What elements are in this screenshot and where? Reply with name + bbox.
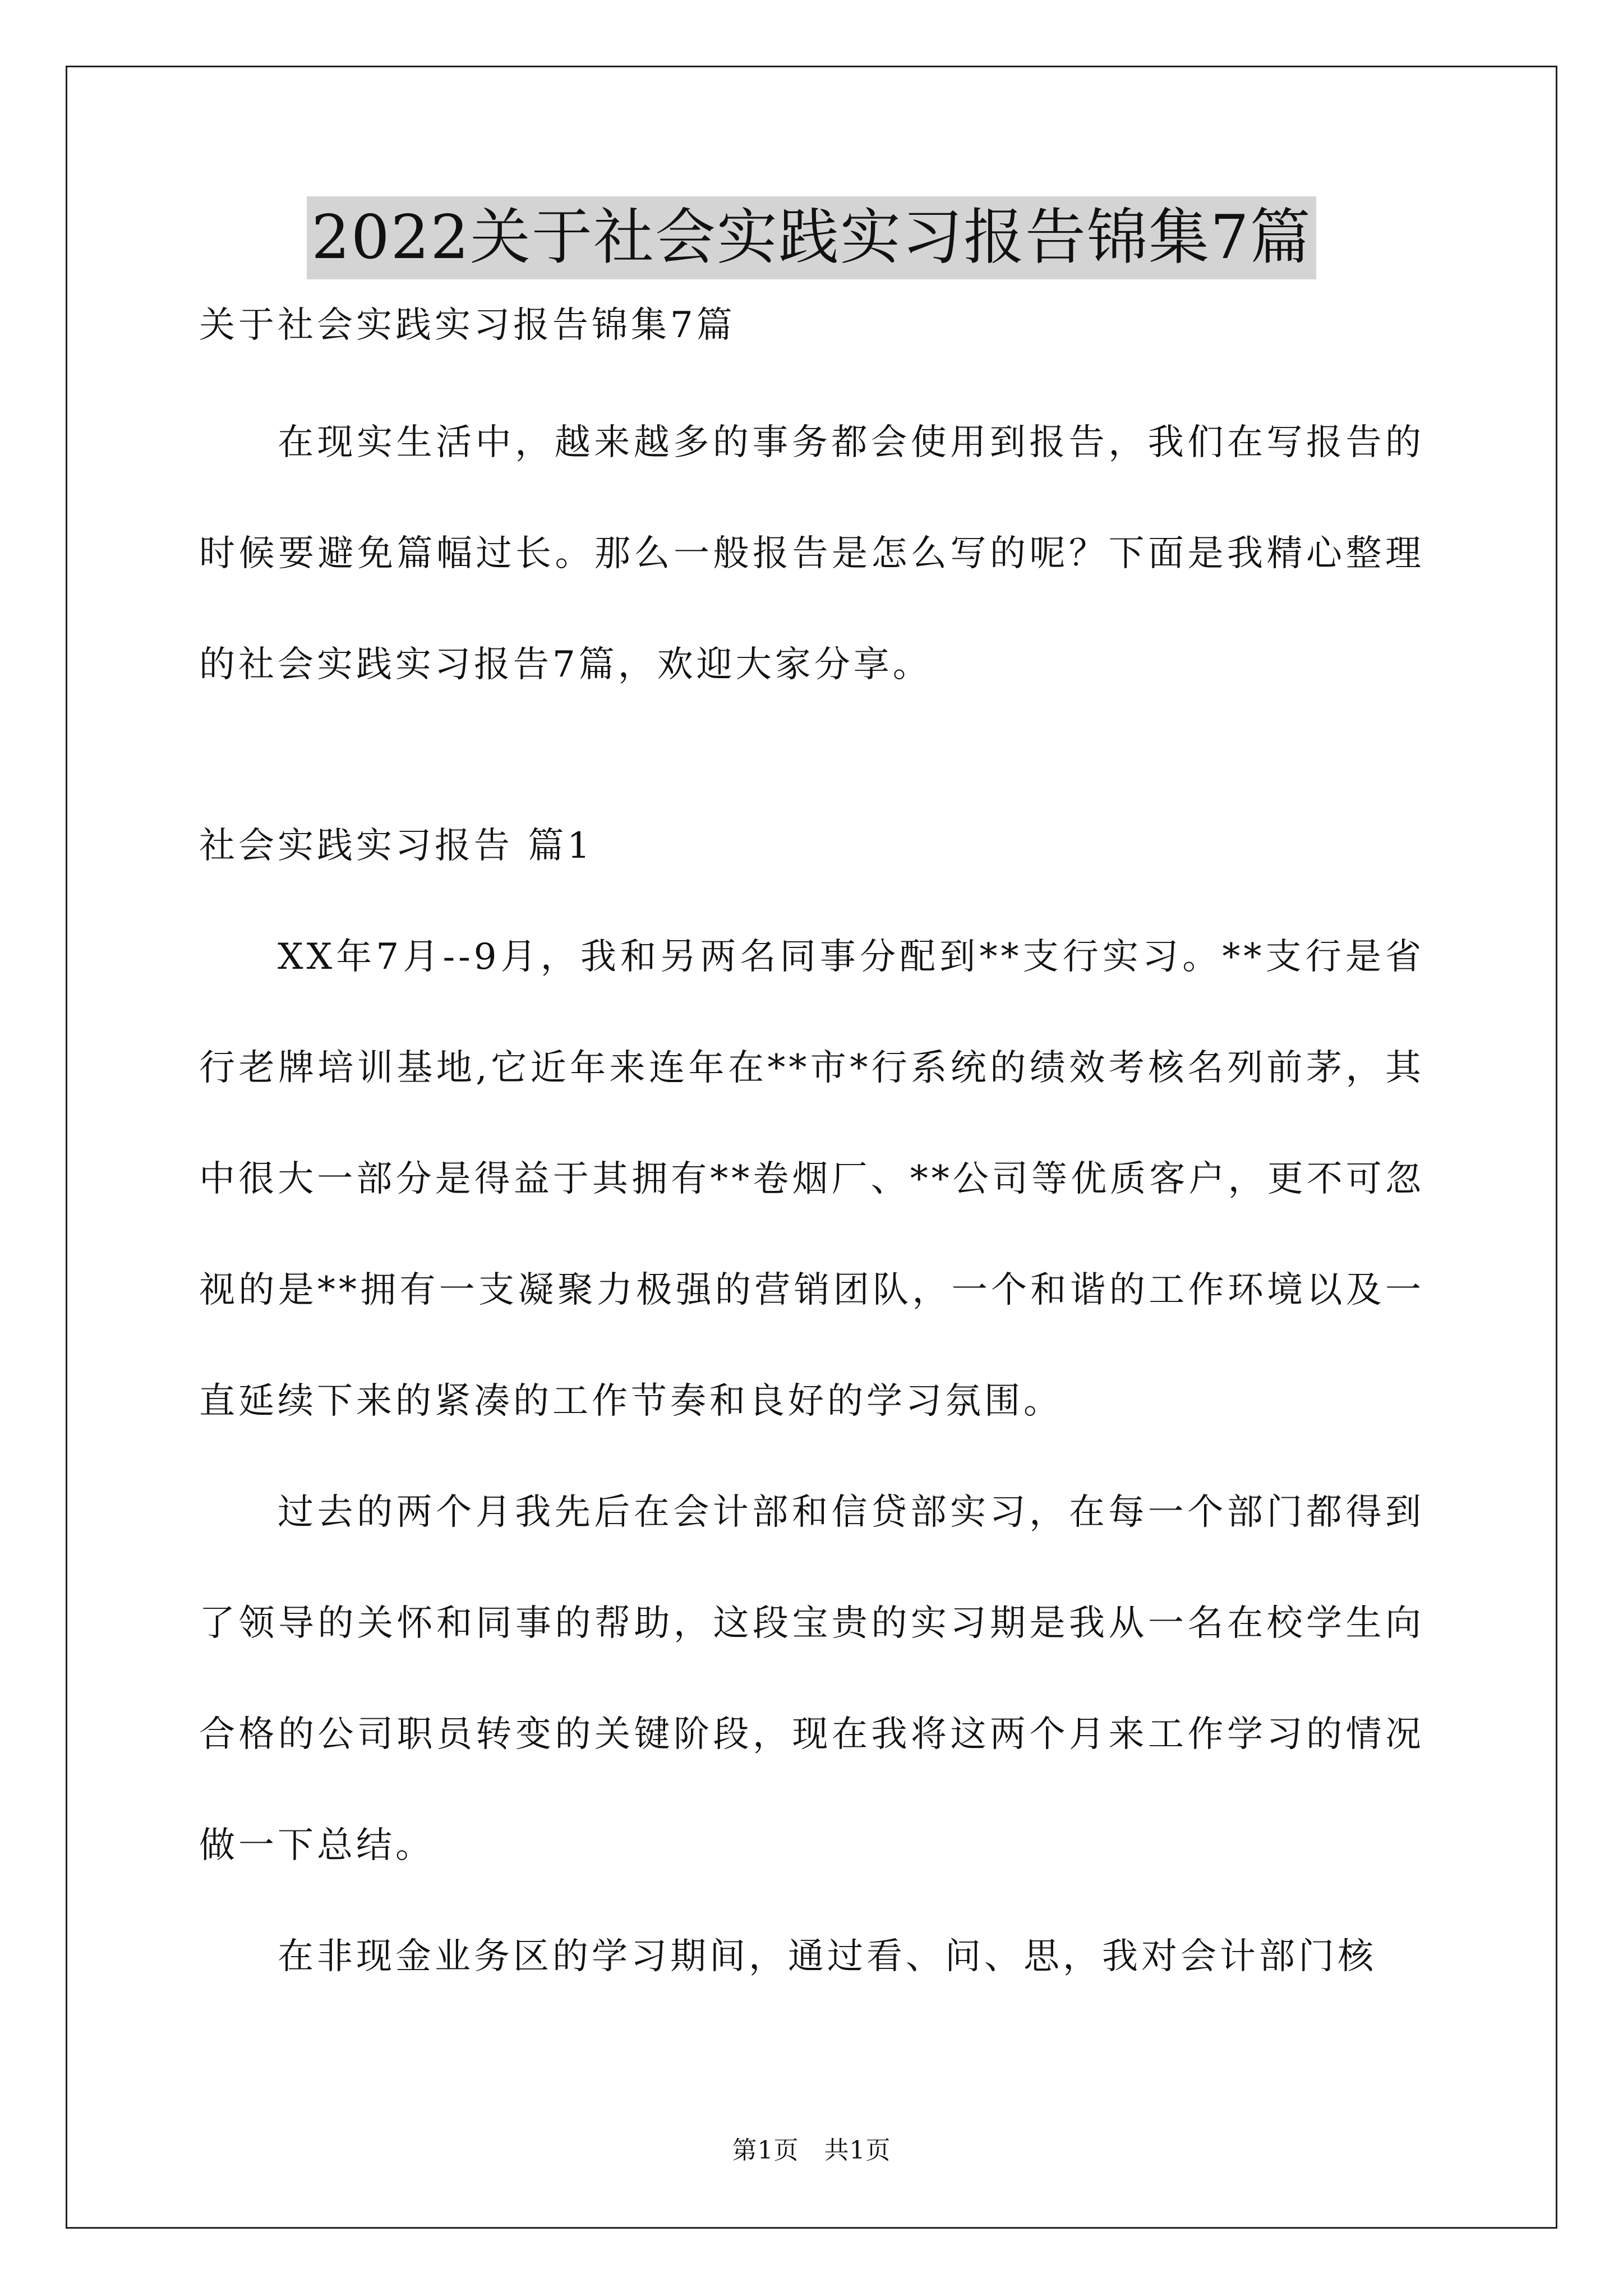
page-total: 共1页 [824, 2136, 891, 2165]
body-paragraph: 在非现金业务区的学习期间，通过看、问、思，我对会计部门核 [278, 1936, 1377, 1977]
page-footer [0, 2130, 1623, 2166]
section-heading: 社会实践实习报告 篇1 [199, 825, 594, 867]
document-body [199, 303, 1424, 2012]
body-paragraph: XX年7月--9月，我和另两名同事分配到**支行实习。**支行是省行老牌培训基地,它近年来连年在**市*行系统的绩效考核名列前茅，其中很大一部分是得益于其拥有**卷烟厂、**公司等优质客户，更不可忽视的是**拥有一支凝聚力极强的营销团队，一个和谐的工作环境以及一直延续下来的紧凑的工作节奏和良好的学习氛围。 [199, 936, 1424, 1422]
document-title: 2022关于社会实践实习报告锦集7篇 [307, 196, 1316, 279]
title-container [0, 196, 1623, 279]
document-subtitle: 关于社会实践实习报告锦集7篇 [199, 305, 736, 346]
page-number: 第1页 [732, 2136, 799, 2165]
intro-paragraph: 在现实生活中，越来越多的事务都会使用到报告，我们在写报告的时候要避免篇幅过长。那么一般报告是怎么写的呢？下面是我精心整理的社会实践实习报告7篇，欢迎大家分享。 [199, 422, 1424, 685]
body-paragraph: 过去的两个月我先后在会计部和信贷部实习，在每一个部门都得到了领导的关怀和同事的帮助，这段宝贵的实习期是我从一名在校学生向合格的公司职员转变的关键阶段，现在我将这两个月来工作学习的情况做一下总结。 [199, 1492, 1424, 1866]
